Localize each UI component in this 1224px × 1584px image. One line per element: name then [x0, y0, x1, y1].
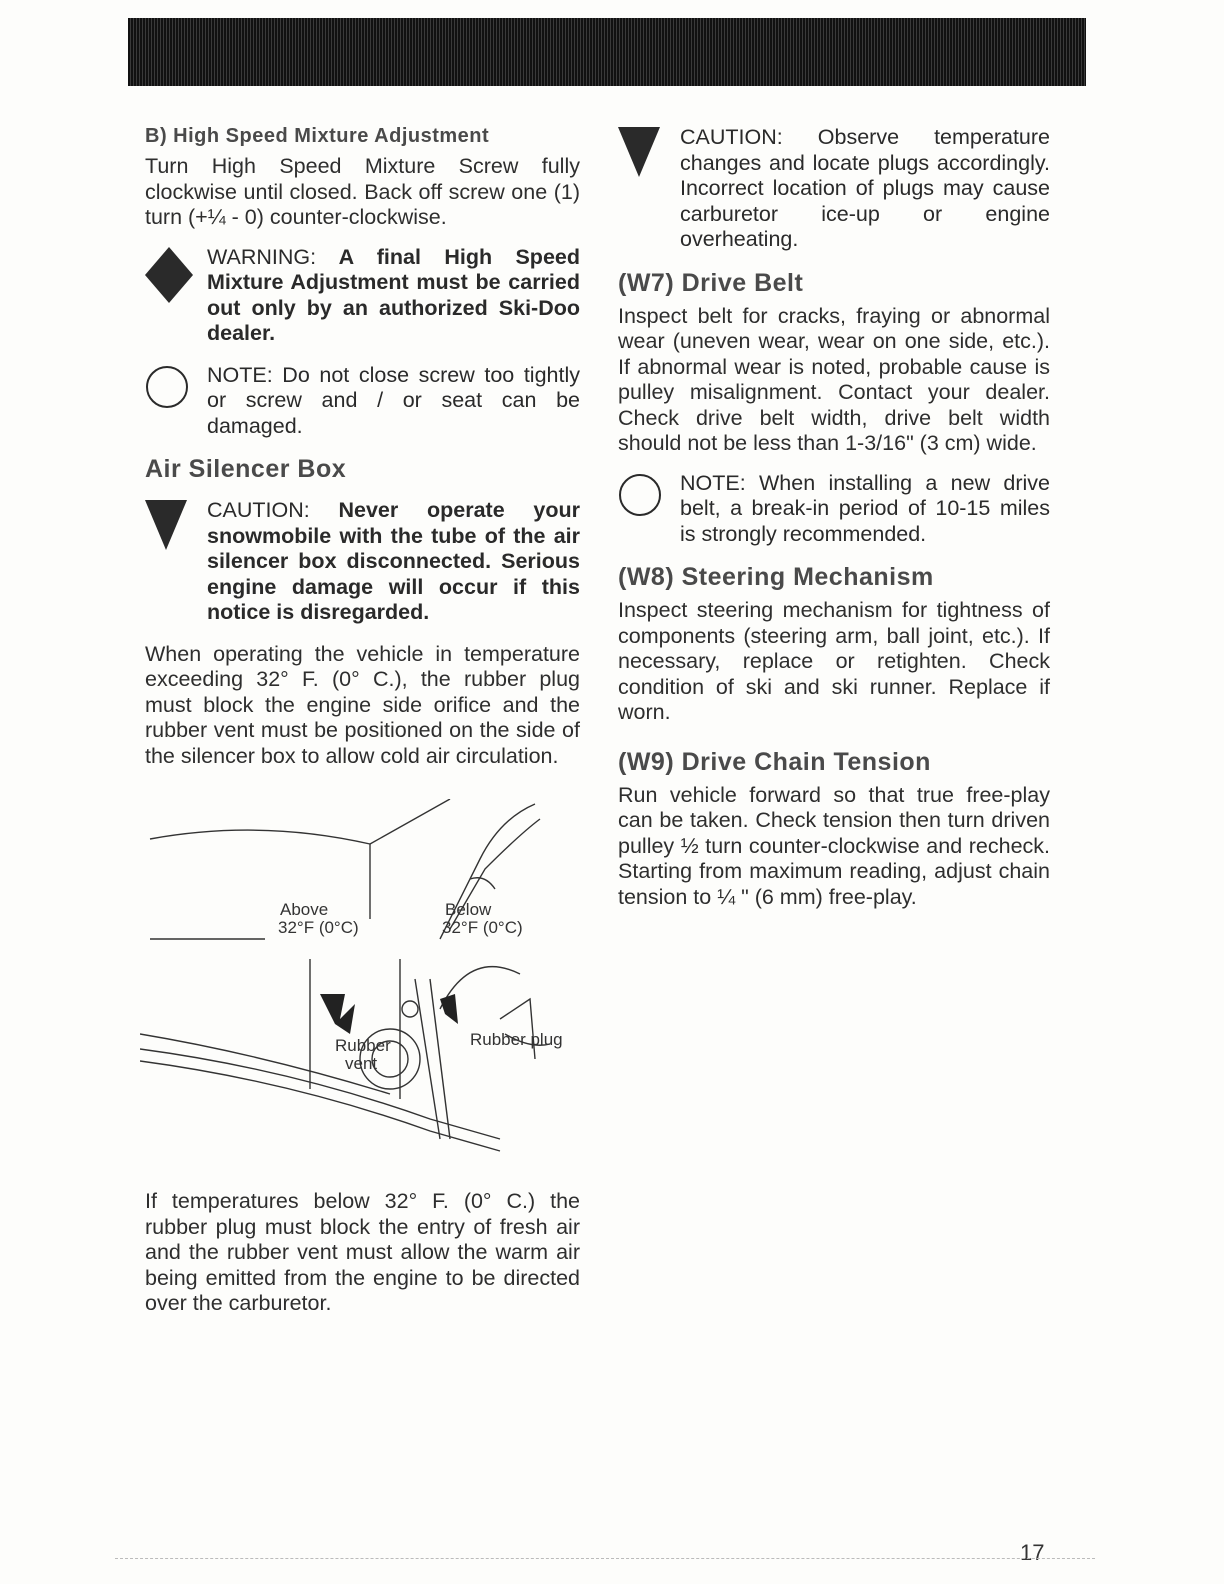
caution-label: CAUTION:: [680, 125, 783, 149]
note-label: NOTE:: [680, 470, 746, 495]
warning-notice: [145, 245, 580, 347]
heading-drive-belt: (W7) Drive Belt: [618, 268, 804, 297]
label-below-2: 32°F (0°C): [442, 918, 523, 937]
note-text: Do not close screw too tightly or screw and / or seat can be damaged.: [207, 362, 580, 438]
caution-text: Observe temperature changes and locate plugs accordingly. Incorrect location of plugs may cause carburetor ice-up or engine overheating.: [680, 125, 1050, 251]
label-above-2: 32°F (0°C): [278, 918, 359, 937]
paragraph-below-temperature: If temperatures below 32° F. (0° C.) the rubber plug must block the entry of fresh air and the rubber vent must allow the warm air being emitted from the engine to be directed over the carburetor.: [145, 1189, 580, 1315]
paragraph-air-silencer: When operating the vehicle in temperature exceeding 32° F. (0° C.), the rubber plug must block the engine side orifice and the rubber vent must be positioned on the side of the silencer box to allow cold air circulation.: [145, 641, 580, 768]
label-rubber-vent-1: Rubber: [335, 1036, 391, 1055]
caution-notice-temperature: [618, 125, 1050, 253]
note-circle-icon: [618, 473, 662, 524]
right-column: [618, 125, 1050, 910]
silencer-figure: [140, 799, 580, 1169]
paragraph-drive-chain: Run vehicle forward so that true free-play can be taken. Check tension then turn driven pulley ½ turn counter-clockwise and recheck. Starting from maximum reading, adjust chain tension to ¼ " (6 mm) free-play.: [618, 782, 1050, 909]
note-notice-drive-belt: [618, 471, 1050, 548]
label-below-1: Below: [445, 900, 492, 919]
heading-steering-mechanism: (W8) Steering Mechanism: [618, 563, 934, 591]
caution-triangle-icon: [145, 500, 187, 557]
label-rubber-vent-2: vent: [345, 1054, 378, 1073]
label-above-1: Above: [280, 900, 329, 919]
left-column: [145, 125, 580, 1317]
warning-label: WARNING:: [207, 244, 317, 269]
bottom-divider: [115, 1558, 1095, 1559]
note-notice: [145, 363, 580, 440]
warning-text: A final High Speed Mixture Adjustment must be carried out only by an authorized Ski-Doo dealer.: [207, 244, 580, 345]
note-circle-icon: [145, 365, 189, 416]
paragraph-steering: Inspect steering mechanism for tightness of components (steering arm, ball joint, etc.). If necessary, replace or retighten. Check condition of ski and ski runner. Replace if worn.: [618, 598, 1050, 724]
label-rubber-plug: Rubber plug: [470, 1030, 563, 1049]
heading-drive-chain-tension: (W9) Drive Chain Tension: [618, 747, 931, 776]
paragraph-drive-belt: Inspect belt for cracks, fraying or abnormal wear (uneven wear, wear on one side, etc.). If abnormal wear is noted, probable cause is pulley misalignment. Contact your dealer. Check drive belt width, drive belt width should not be less than 1-3/16" (3 cm) wide.: [618, 303, 1050, 455]
note-text: When installing a new drive belt, a break-in period of 10-15 miles is strongly recommended.: [680, 470, 1050, 546]
caution-triangle-icon: [618, 127, 660, 184]
caution-text: Never operate your snowmobile with the tube of the air silencer box disconnected. Serious engine damage will occur if this notice is disregarded.: [207, 498, 580, 624]
heading-high-speed-mixture: B) High Speed Mixture Adjustment: [145, 125, 490, 147]
caution-label: CAUTION:: [207, 498, 310, 522]
header-bar: [128, 18, 1086, 86]
caution-notice: [145, 498, 580, 626]
page-number: 17: [1020, 1540, 1045, 1565]
silencer-diagram: [140, 799, 580, 1169]
paragraph-high-speed-mixture: Turn High Speed Mixture Screw fully clockwise until closed. Back off screw one (1) turn (+¼ - 0) counter-clockwise.: [145, 154, 580, 229]
heading-air-silencer-box: Air Silencer Box: [145, 455, 347, 483]
warning-diamond-icon: [145, 247, 193, 310]
note-label: NOTE:: [207, 362, 273, 387]
